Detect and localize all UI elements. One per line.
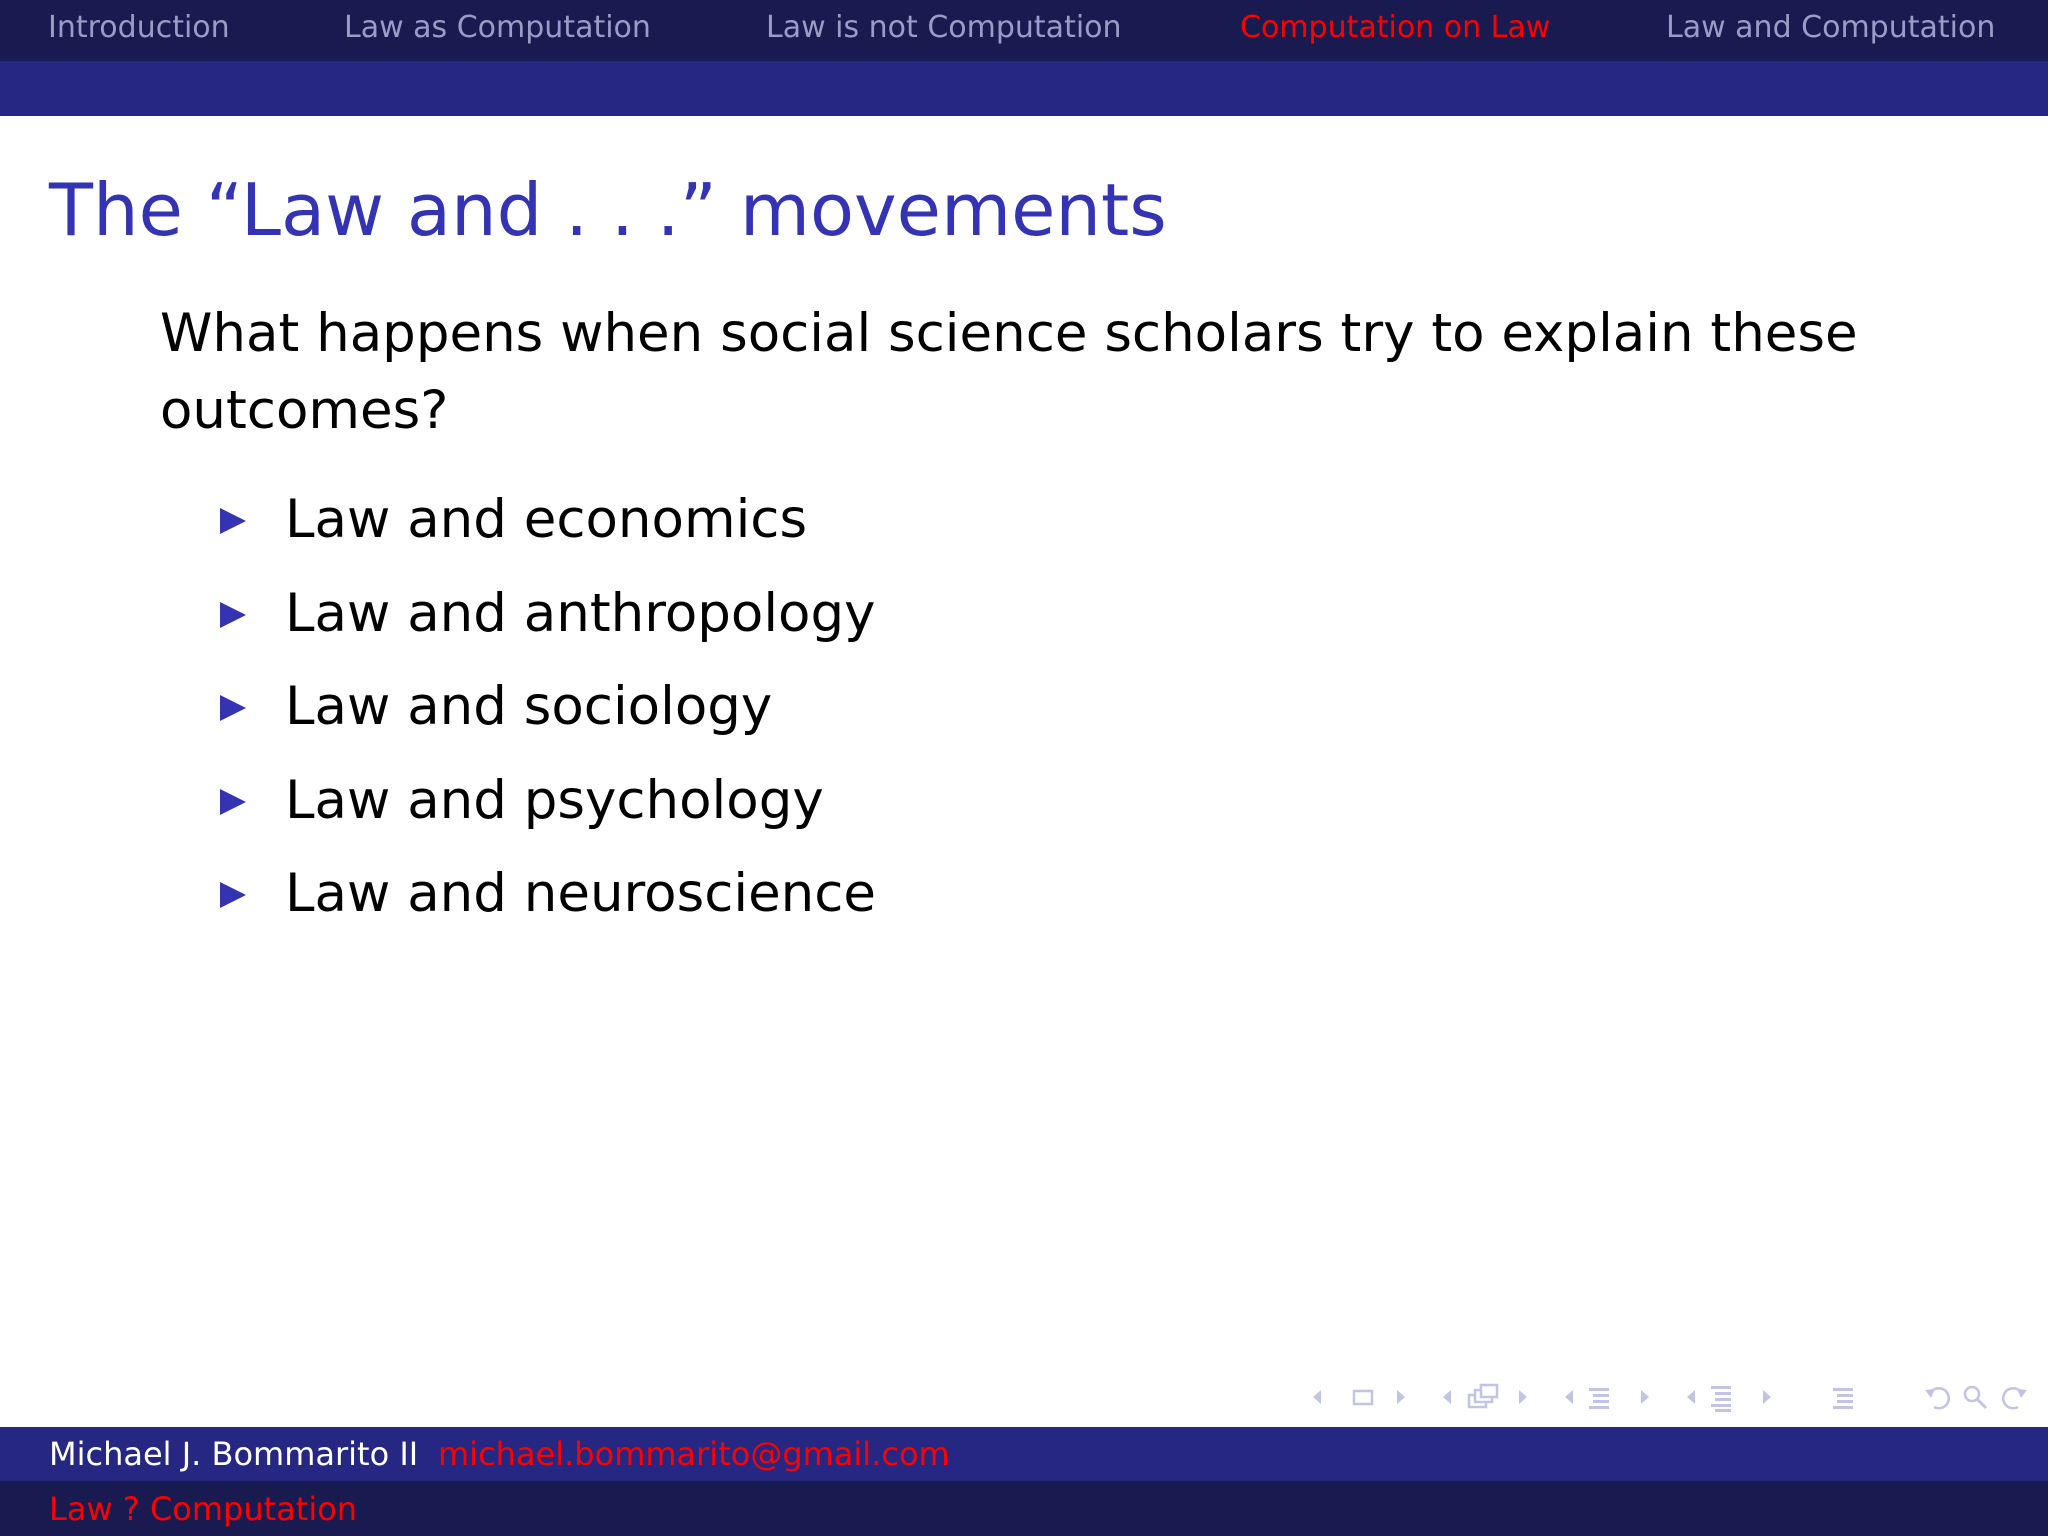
footer-short-title: Law ? Computation: [49, 1490, 358, 1528]
frame-icon[interactable]: [1352, 1380, 1374, 1414]
subsection-prev-icon[interactable]: [1440, 1380, 1454, 1414]
frame-next-icon[interactable]: [1394, 1380, 1408, 1414]
nav-section-law-and-computation[interactable]: Law and Computation: [1666, 10, 1996, 45]
triangle-bullet-icon: [220, 602, 246, 628]
triangle-bullet-icon: [220, 789, 246, 815]
search-icon[interactable]: [1960, 1380, 1990, 1414]
nav-section-computation-on-law[interactable]: Computation on Law: [1240, 10, 1551, 45]
back-icon[interactable]: [1922, 1380, 1954, 1414]
nav-section-introduction[interactable]: Introduction: [48, 10, 230, 45]
forward-icon[interactable]: [1998, 1380, 2030, 1414]
triangle-bullet-icon: [220, 508, 246, 534]
section-icon[interactable]: [1586, 1380, 1612, 1414]
document-icon[interactable]: [1708, 1380, 1734, 1414]
footer-author: Michael J. Bommarito II: [49, 1435, 419, 1473]
list-item-text: Law and economics: [285, 489, 808, 550]
list-item-text: Law and neuroscience: [285, 863, 877, 924]
subsection-bar: [0, 61, 2048, 116]
appendix-icon[interactable]: [1830, 1380, 1856, 1414]
intro-question: What happens when social science scholars try to explain these outcomes?: [160, 303, 1858, 441]
subsection-next-icon[interactable]: [1516, 1380, 1530, 1414]
section-prev-icon[interactable]: [1562, 1380, 1576, 1414]
triangle-bullet-icon: [220, 695, 246, 721]
list-item-text: Law and psychology: [285, 769, 824, 831]
list-item-text: Law and sociology: [285, 676, 773, 737]
footer-email-link[interactable]: michael.bommarito@gmail.com: [438, 1435, 950, 1473]
section-navigation-bar: [0, 0, 2048, 61]
triangle-bullet-icon: [220, 882, 246, 908]
nav-section-law-as-computation[interactable]: Law as Computation: [344, 10, 651, 45]
section-next-icon[interactable]: [1638, 1380, 1652, 1414]
frame-title: The “Law and . . .” movements: [49, 168, 1167, 252]
nav-section-law-is-not-computation[interactable]: Law is not Computation: [766, 10, 1122, 45]
document-next-icon[interactable]: [1760, 1380, 1774, 1414]
navigation-symbols: [1310, 1380, 2040, 1414]
list-item-text: Law and anthropology: [285, 582, 876, 644]
frame-prev-icon[interactable]: [1310, 1380, 1324, 1414]
subsection-icon[interactable]: [1466, 1380, 1500, 1414]
document-prev-icon[interactable]: [1684, 1380, 1698, 1414]
